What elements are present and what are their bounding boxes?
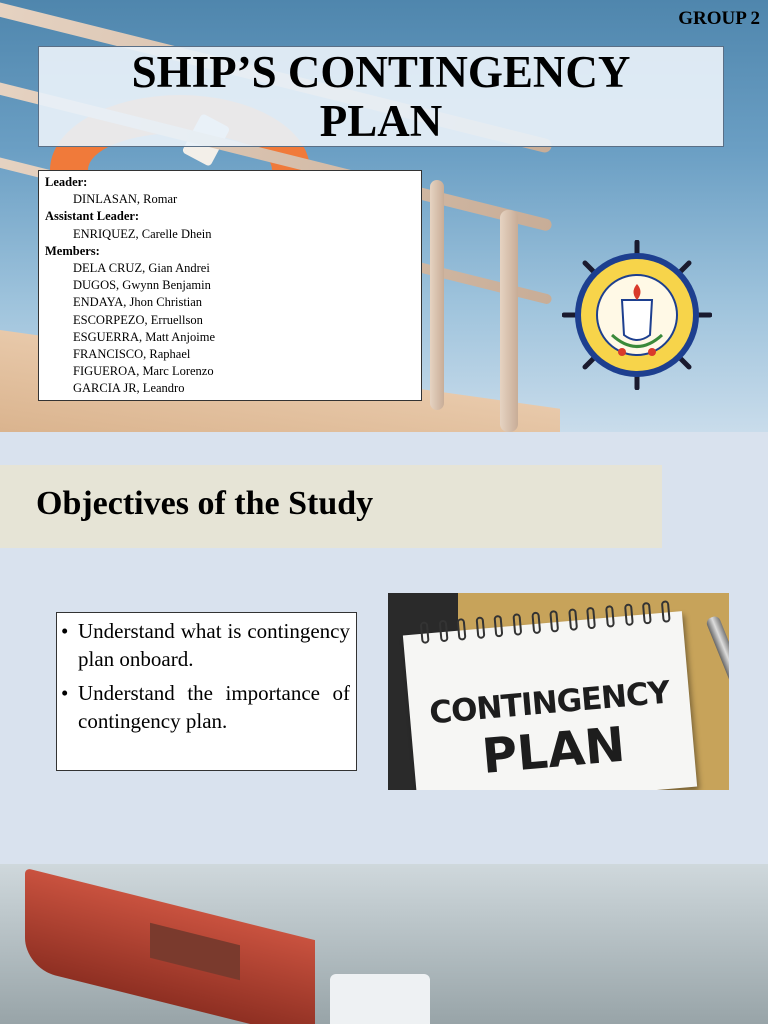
assistant-leader-label: Assistant Leader: bbox=[45, 209, 140, 224]
member-name: ESCORPEZO, Erruellson bbox=[73, 312, 203, 327]
team-roster bbox=[38, 170, 422, 401]
member-name: ENDAYA, Jhon Christian bbox=[73, 295, 203, 310]
objectives-heading: Objectives of the Study bbox=[36, 485, 374, 522]
slide-title: SHIP’S CONTINGENCY PLAN bbox=[131, 47, 631, 146]
members-label: Members: bbox=[45, 243, 100, 258]
member-name: FRANCISCO, Raphael bbox=[73, 347, 191, 362]
ship-photo-slide bbox=[0, 864, 768, 1024]
contingency-plan-photo bbox=[388, 593, 729, 790]
objectives-slide bbox=[0, 432, 768, 864]
tugboat-image bbox=[330, 974, 430, 1024]
group-label: GROUP 2 bbox=[678, 8, 760, 29]
notepad-text-line2: PLAN bbox=[479, 716, 628, 785]
notepad-text-line1: CONTINGENCY bbox=[427, 674, 671, 732]
pen-image bbox=[705, 615, 729, 732]
assistant-leader-name: ENRIQUEZ, Carelle Dhein bbox=[73, 226, 212, 241]
member-name: FIGUEROA, Marc Lorenzo bbox=[73, 364, 214, 379]
objective-item: • Understand what is contingency plan onboard. bbox=[59, 617, 350, 673]
leader-name: DINLASAN, Romar bbox=[73, 192, 178, 207]
member-name: DUGOS, Gwynn Benjamin bbox=[73, 278, 211, 293]
objectives-list bbox=[56, 612, 357, 771]
railing-post bbox=[500, 210, 518, 432]
notepad-image bbox=[403, 611, 697, 790]
member-name: ESGUERRA, Matt Anjoime bbox=[73, 329, 216, 344]
railing-post bbox=[430, 180, 444, 410]
member-name: DELA CRUZ, Gian Andrei bbox=[73, 261, 210, 276]
objective-item: • Understand the importance of contingency plan. bbox=[59, 679, 350, 735]
title-box bbox=[38, 46, 724, 147]
member-name: GARCIA JR, Leandro bbox=[73, 381, 185, 396]
school-seal-icon bbox=[562, 240, 712, 390]
leader-label: Leader: bbox=[45, 175, 88, 189]
title-slide bbox=[0, 0, 768, 432]
